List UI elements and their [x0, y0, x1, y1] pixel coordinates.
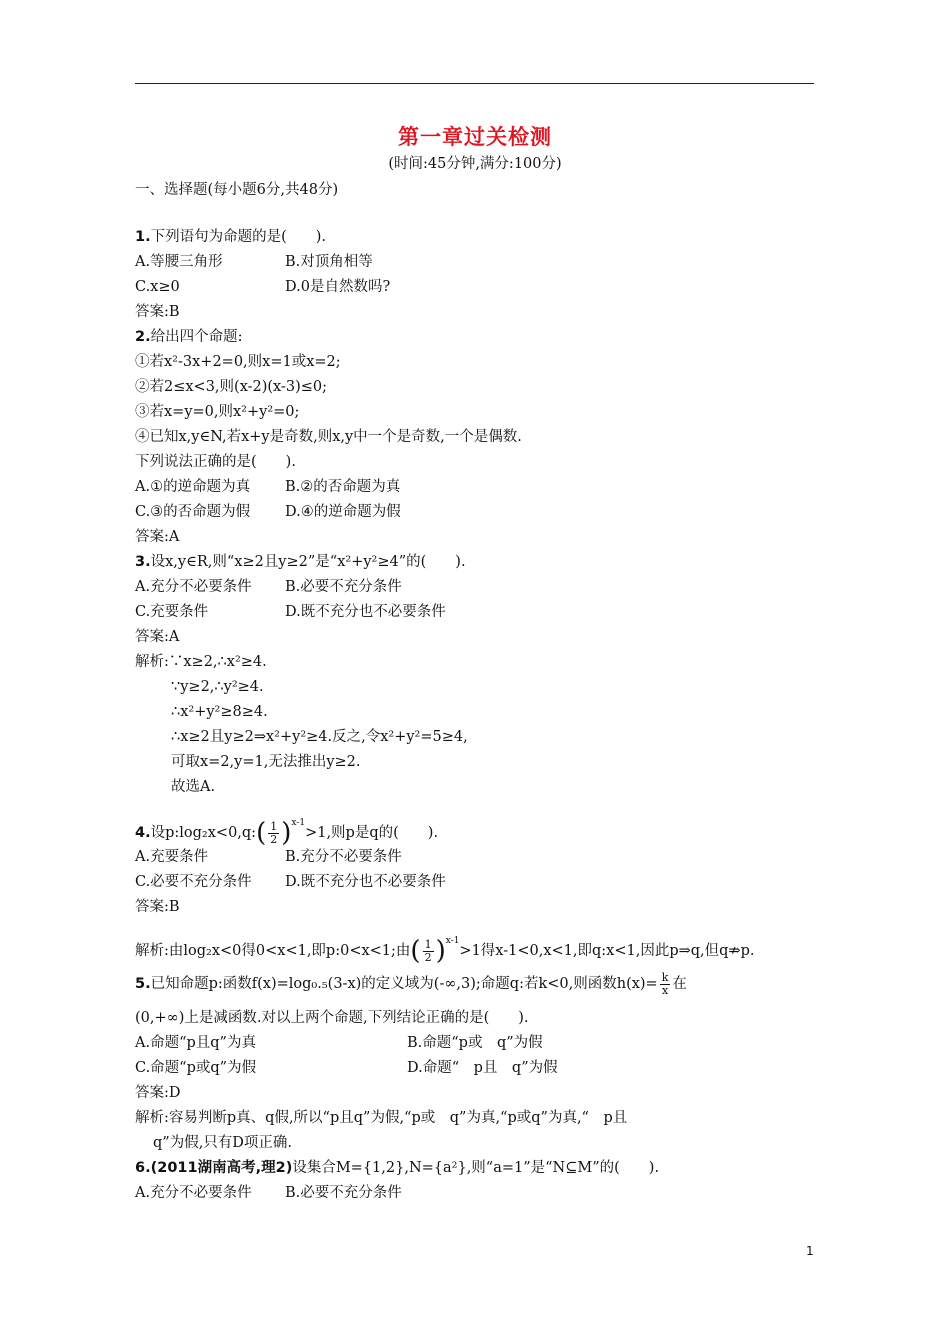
q4-frac-num: 1	[424, 937, 432, 951]
q4-stem-post: >1,则p是q的( ).	[305, 825, 439, 841]
q2-proposition-2: ②若2≤x<3,则(x-2)(x-3)≤0;	[135, 379, 328, 395]
q5-option-d: D.命题“ p且 q”为假	[407, 1060, 558, 1076]
q6-number: 6.	[135, 1160, 151, 1176]
q3-options-row1	[135, 575, 815, 600]
q1-stem-text: 下列语句为命题的是( ).	[150, 229, 327, 245]
q6-options-row1	[135, 1181, 815, 1206]
q3-option-c: C.充要条件	[135, 604, 209, 620]
q6-stem	[135, 1156, 815, 1181]
q4-analysis-fraction	[423, 939, 434, 964]
q2-answer: 答案:A	[135, 529, 180, 545]
q4-number: 4.	[135, 825, 151, 841]
q4-fraction	[268, 821, 279, 846]
q4-options-row1	[135, 845, 815, 870]
page-title: 第一章过关检测	[398, 124, 552, 149]
q2-options-row1	[135, 475, 815, 500]
q1-option-d: D.0是自然数吗?	[285, 279, 391, 295]
q2-options-row2	[135, 500, 815, 525]
q2-stem-text: 给出四个命题:	[150, 329, 243, 345]
q1-options-row2	[135, 275, 815, 300]
q3-analysis-line: 解析:∵x≥2,∴x²≥4.	[135, 654, 267, 670]
q4-option-b: B.充分不必要条件	[285, 849, 402, 865]
q3-stem	[135, 550, 815, 575]
q4-frac-den: 2	[424, 950, 432, 964]
q1-answer: 答案:B	[135, 304, 180, 320]
left-paren-icon: (	[410, 936, 421, 966]
section-heading: 一、选择题(每小题6分,共48分)	[135, 182, 339, 198]
q5-analysis-line1: 解析:容易判断p真、q假,所以“p且q”为假,“p或 q”为真,“p或q”为真,“ p且	[135, 1110, 628, 1126]
q3-analysis-line: ∴x≥2且y≥2⇒x²+y²≥4.反之,令x²+y²=5≥4,	[171, 729, 468, 745]
q4-option-d: D.既不充分也不必要条件	[285, 874, 446, 890]
q6-option-b: B.必要不充分条件	[285, 1185, 402, 1201]
q3-stem-text: 设x,y∈R,则“x≥2且y≥2”是“x²+y²≥4”的( ).	[150, 554, 466, 570]
q5-options-row1	[135, 1031, 815, 1056]
q5-options-row2	[135, 1056, 815, 1081]
q3-option-a: A.充分不必要条件	[135, 579, 252, 595]
q3-option-b: B.必要不充分条件	[285, 579, 402, 595]
q3-analysis-line: ∴x²+y²≥8≥4.	[171, 704, 268, 720]
q1-number: 1.	[135, 229, 151, 245]
q5-frac-den: x	[661, 983, 669, 997]
q4-answer: 答案:B	[135, 899, 180, 915]
q2-option-d: D.④的逆命题为假	[285, 504, 401, 520]
q2-option-a: A.①的逆命题为真	[135, 479, 251, 495]
right-paren-icon: )	[435, 936, 446, 966]
q4-exponent: x-1	[445, 936, 460, 946]
left-paren-icon: (	[256, 818, 267, 848]
q1-option-a: A.等腰三角形	[135, 254, 223, 270]
q4-option-c: C.必要不充分条件	[135, 874, 252, 890]
q2-proposition-4: ④已知x,y∈N,若x+y是奇数,则x,y中一个是奇数,一个是偶数.	[135, 429, 522, 445]
q5-option-a: A.命题“p且q”为真	[135, 1035, 256, 1051]
q5-stem-line2: (0,+∞)上是减函数.对以上两个命题,下列结论正确的是( ).	[135, 1010, 529, 1026]
q4-stem-pre: 设p:log₂x<0,q:	[150, 825, 257, 841]
q6-source: (2011湖南高考,理2)	[150, 1160, 293, 1176]
q3-number: 3.	[135, 554, 151, 570]
q2-ask: 下列说法正确的是( ).	[135, 454, 296, 470]
q2-number: 2.	[135, 329, 151, 345]
q3-answer: 答案:A	[135, 629, 180, 645]
q6-option-a: A.充分不必要条件	[135, 1185, 252, 1201]
q3-analysis-line: 故选A.	[171, 779, 216, 795]
q5-stem	[135, 963, 815, 1006]
q4-options-row2	[135, 870, 815, 895]
right-paren-icon: )	[281, 818, 292, 848]
header-rule	[135, 83, 814, 84]
q6-stem-text: 设集合M={1,2},N={a²},则“a=1”是“N⊆M”的( ).	[292, 1160, 660, 1176]
page-number: 1	[806, 1244, 814, 1258]
q5-answer: 答案:D	[135, 1085, 181, 1101]
q2-proposition-1: ①若x²-3x+2=0,则x=1或x=2;	[135, 354, 341, 370]
q5-number: 5.	[135, 976, 151, 992]
q5-stem-post: 在	[672, 976, 687, 992]
q4-frac-num: 1	[270, 819, 278, 833]
q5-option-b: B.命题“p或 q”为假	[407, 1035, 543, 1051]
q5-stem-pre: 已知命题p:函数f(x)=log₀.₅(3-x)的定义域为(-∞,3);命题q:若k<0,则函数h(x)=	[150, 976, 658, 992]
q5-option-c: C.命题“p或q”为假	[135, 1060, 257, 1076]
q2-stem	[135, 325, 815, 350]
page-subtitle: (时间:45分钟,满分:100分)	[388, 156, 562, 172]
q1-option-b: B.对顶角相等	[285, 254, 373, 270]
q4-frac-den: 2	[270, 832, 278, 846]
q2-proposition-3: ③若x=y=0,则x²+y²=0;	[135, 404, 300, 420]
q4-analysis-post: >1得x-1<0,x<1,即q:x<1,因此p⇒q,但q⇏p.	[459, 943, 755, 959]
question-list	[135, 225, 815, 1206]
q5-analysis-line2: q”为假,只有D项正确.	[153, 1135, 293, 1151]
q1-stem	[135, 225, 815, 250]
q2-option-b: B.②的否命题为真	[285, 479, 401, 495]
q4-option-a: A.充要条件	[135, 849, 209, 865]
q5-fraction	[660, 972, 671, 997]
q1-options-row1	[135, 250, 815, 275]
q4-analysis	[135, 920, 815, 966]
q3-analysis-line: ∵y≥2,∴y²≥4.	[171, 679, 264, 695]
q2-option-c: C.③的否命题为假	[135, 504, 251, 520]
q3-options-row2	[135, 600, 815, 625]
q5-frac-num: k	[661, 970, 669, 984]
q4-exponent: x-1	[291, 818, 306, 828]
q1-option-c: C.x≥0	[135, 279, 180, 295]
q3-option-d: D.既不充分也不必要条件	[285, 604, 446, 620]
q3-analysis-line: 可取x=2,y=1,无法推出y≥2.	[171, 754, 361, 770]
q4-analysis-pre: 解析:由log₂x<0得0<x<1,即p:0<x<1;由	[135, 943, 411, 959]
q4-stem	[135, 802, 815, 848]
